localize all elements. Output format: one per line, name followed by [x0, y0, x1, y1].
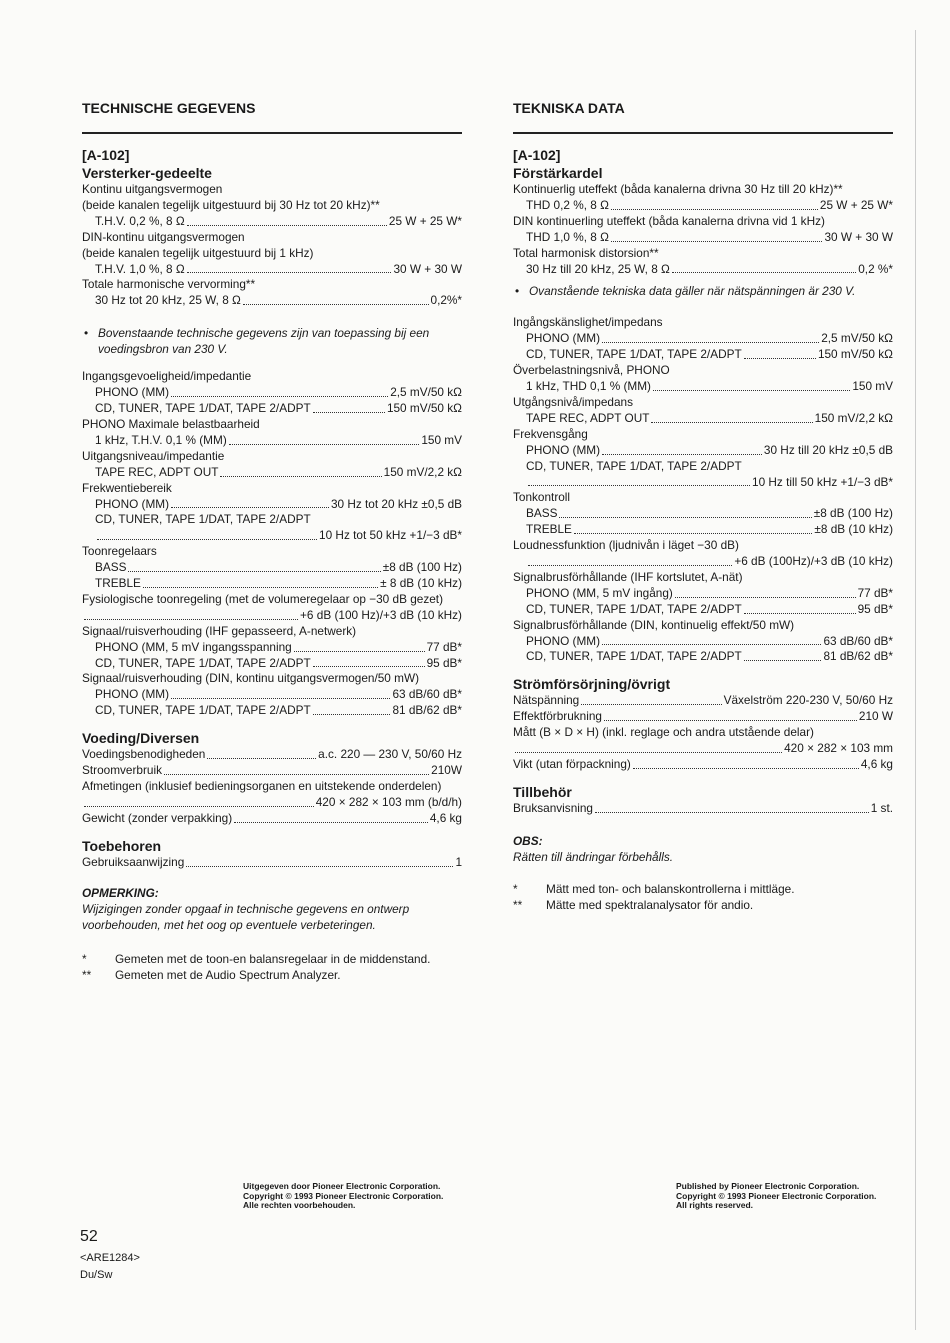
spec-row [513, 522, 893, 538]
spec-row: Tonkontroll [513, 490, 571, 505]
spec-value: 10 Hz tot 50 kHz +1/−3 dB* [319, 528, 462, 543]
spec-row: (beide kanalen tegelijk uitgestuurd bij 1 kHz) [82, 245, 314, 260]
spec-value: 210 W [858, 709, 893, 724]
spec-row: Frekwentiebereik [82, 480, 172, 495]
spec-value: 30 W + 30 W [824, 229, 893, 244]
dot-leader [187, 272, 392, 273]
spec-value: 420 × 282 × 103 mm [784, 741, 893, 756]
dot-leader [220, 476, 381, 477]
spec-row [82, 656, 462, 672]
spec-row: Utgångsnivå/impedans [513, 394, 634, 409]
spec-value: 150 mV/50 kΩ [386, 401, 462, 416]
spec-row: Mått (B × D × H) (inkl. reglage och andra utstående delar) [513, 725, 814, 740]
spec-value: 4,6 kg [860, 757, 893, 771]
spec-row: Fysiologische toonregeling (met de volumeregelaar op −30 dB gezet) [82, 591, 443, 606]
spec-value: +6 dB (100 Hz)/+3 dB (10 kHz) [300, 607, 462, 622]
spec-label: Effektförbrukning [513, 709, 602, 724]
spec-label: T.H.V. 1,0 %, 8 Ω [95, 261, 185, 276]
dot-leader [243, 304, 429, 305]
spec-row: DIN-kontinu uitgangsvermogen [82, 229, 245, 244]
dot-leader [604, 720, 857, 721]
dot-leader [611, 241, 823, 242]
spec-value: 81 dB/62 dB* [823, 649, 893, 664]
spec-value: ± 8 dB (10 kHz) [380, 576, 462, 591]
spec-row [513, 198, 893, 214]
spec-row [513, 554, 893, 570]
dot-leader [171, 507, 329, 508]
spec-value: 63 dB/60 dB* [823, 633, 893, 648]
spec-label: CD, TUNER, TAPE 1/DAT, TAPE 2/ADPT [526, 649, 742, 664]
spec-label: PHONO (MM) [95, 496, 170, 511]
dot-leader [602, 342, 819, 343]
spec-row [513, 347, 893, 363]
spec-label: THD 1,0 %, 8 Ω [526, 229, 609, 244]
dot-leader [164, 774, 429, 775]
dot-leader [651, 422, 812, 423]
dot-leader [171, 396, 388, 397]
remark-text: Rätten till ändringar förbehålls. [513, 849, 674, 864]
column-dutch [82, 100, 462, 983]
dot-leader [744, 613, 856, 614]
dot-leader [675, 597, 856, 598]
spec-label: T.H.V. 0,2 %, 8 Ω [95, 213, 185, 228]
spec-value: 30 Hz till 20 kHz ±0,5 dB [763, 442, 893, 457]
spec-row [513, 586, 893, 602]
spec-label: TREBLE [95, 576, 141, 591]
spec-row: Loudnessfunktion (ljudnivån i läget −30 dB) [513, 538, 739, 553]
dot-leader [313, 714, 391, 715]
dot-leader [313, 666, 425, 667]
input-output-specs [513, 315, 893, 665]
dot-leader [581, 704, 721, 705]
footnote-text: Gemeten met de Audio Spectrum Analyzer. [115, 967, 341, 982]
spec-row [513, 602, 893, 618]
spec-value: +6 dB (100Hz)/+3 dB (10 kHz) [734, 554, 893, 569]
spec-label: CD, TUNER, TAPE 1/DAT, TAPE 2/ADPT [95, 655, 311, 670]
spec-label: Voedingsbenodigheden [82, 747, 206, 762]
section-title: TEKNISKA DATA [513, 100, 625, 116]
spec-value: 150 mV/50 kΩ [817, 347, 893, 362]
spec-value: a.c. 220 — 230 V, 50/60 Hz [318, 747, 462, 762]
spec-row: Signalbrusförhållande (DIN, kontinuelig effekt/50 mW) [513, 617, 795, 632]
spec-value: 81 dB/62 dB* [392, 703, 462, 718]
dot-leader [84, 619, 298, 620]
spec-label: 30 Hz till 20 kHz, 25 W, 8 Ω [526, 261, 670, 276]
spec-row [82, 433, 462, 449]
spec-label: TAPE REC, ADPT OUT [526, 410, 650, 425]
spec-value: 30 W + 30 W [393, 261, 462, 276]
accessories-list [513, 801, 893, 817]
spec-label: CD, TUNER, TAPE 1/DAT, TAPE 2/ADPT [526, 347, 742, 362]
dot-leader [515, 752, 782, 753]
dot-leader [143, 587, 378, 588]
dot-leader [186, 866, 453, 867]
accessories-heading: Toebehoren [82, 837, 162, 854]
remark-text: Wijzigingen zonder opgaaf in technische gegevens en ontwerp voorbehouden, met het oog op eventuele verbeteringen. [82, 901, 410, 932]
spec-value: 95 dB* [426, 655, 462, 670]
spec-label: TAPE REC, ADPT OUT [95, 464, 219, 479]
doc-code [80, 1250, 140, 1284]
dot-leader [128, 571, 380, 572]
footnotes [513, 881, 893, 913]
spec-value: 77 dB* [857, 585, 893, 600]
voltage-note: • Ovanstående tekniska data gäller när nätspänningen är 230 V. [513, 283, 893, 299]
spec-value: ±8 dB (100 Hz) [813, 506, 893, 521]
spec-value: 4,6 kg [429, 810, 462, 825]
spec-label: 1 kHz, THD 0,1 % (MM) [526, 379, 651, 394]
model-code: [A-102] [82, 147, 130, 163]
spec-value: 1 [455, 854, 462, 869]
spec-label: PHONO (MM) [526, 331, 601, 346]
spec-row [82, 811, 462, 827]
spec-label: 1 kHz, T.H.V. 0,1 % (MM) [95, 432, 227, 447]
spec-label: CD, TUNER, TAPE 1/DAT, TAPE 2/ADPT [95, 703, 311, 718]
footnote [513, 881, 893, 897]
spec-row [82, 497, 462, 513]
footnote-marker: ** [82, 967, 92, 982]
spec-row [513, 411, 893, 427]
footnote-marker: * [82, 951, 87, 966]
spec-row [513, 634, 893, 650]
remark-title: OPMERKING: [82, 885, 159, 900]
spec-row [82, 401, 462, 417]
spec-row [513, 693, 893, 709]
footnote [513, 897, 893, 913]
spec-row: Kontinu uitgangsvermogen [82, 182, 223, 196]
publisher-line: Alle rechten voorbehouden. [243, 1200, 356, 1210]
dot-leader [744, 358, 816, 359]
spec-row: Frekvensgång [513, 426, 588, 441]
publisher-line: Copyright © 1993 Pioneer Electronic Corporation. [676, 1190, 877, 1201]
spec-label: CD, TUNER, TAPE 1/DAT, TAPE 2/ADPT [95, 401, 311, 416]
amp-heading: Versterker-gedeelte [82, 165, 212, 181]
spec-label: PHONO (MM) [95, 385, 170, 400]
column-swedish [513, 100, 893, 913]
section-title: TECHNISCHE GEGEVENS [82, 100, 256, 116]
spec-label: Vikt (utan förpackning) [513, 757, 631, 771]
spec-value: 150 mV [852, 379, 893, 394]
spec-row: Överbelastningsnivå, PHONO [513, 363, 670, 378]
dot-leader [171, 698, 390, 699]
spec-value: 2,5 mV/50 kΩ [821, 331, 893, 346]
dot-leader [611, 209, 818, 210]
dot-leader [313, 412, 385, 413]
spec-row [82, 747, 462, 763]
spec-value: ±8 dB (100 Hz) [382, 560, 462, 575]
spec-label: PHONO (MM, 5 mV ingangsspanning [95, 639, 292, 654]
accessories-list [82, 855, 462, 871]
footnote [82, 967, 462, 983]
spec-value: 25 W + 25 W* [819, 197, 893, 212]
dot-leader [602, 454, 762, 455]
publisher-line: Copyright © 1993 Pioneer Electronic Corporation. [243, 1190, 444, 1201]
language-code: Du/Sw [80, 1269, 113, 1281]
spec-row [513, 649, 893, 665]
spec-label: BASS [526, 506, 558, 521]
spec-row [513, 709, 893, 725]
spec-row [82, 262, 462, 278]
power-specs [82, 747, 462, 827]
spec-label: Bruksanvisning [513, 800, 593, 815]
spec-value: 63 dB/60 dB* [392, 687, 462, 702]
dot-leader [744, 660, 822, 661]
page-number: 52 [80, 1228, 98, 1245]
spec-row: Signalbrusförhållande (IHF kortslutet, A-nät) [513, 569, 743, 584]
spec-value: 30 Hz tot 20 kHz ±0,5 dB [330, 496, 462, 511]
spec-label: TREBLE [526, 522, 572, 537]
divider [513, 132, 893, 134]
spec-value: 150 mV/2,2 kΩ [814, 410, 893, 425]
spec-row [82, 640, 462, 656]
spec-label: PHONO (MM, 5 mV ingång) [526, 585, 673, 600]
spec-label: BASS [95, 560, 127, 575]
spec-row [82, 293, 462, 309]
amp-specs [513, 182, 893, 277]
spec-value: ±8 dB (10 kHz) [814, 522, 893, 537]
spec-value: 2,5 mV/50 kΩ [390, 385, 462, 400]
spec-row [513, 757, 893, 773]
power-specs [513, 693, 893, 773]
publisher-note-english [676, 1182, 876, 1211]
dot-leader [528, 485, 750, 486]
spec-row: Toonregelaars [82, 544, 157, 559]
spec-value: 95 dB* [857, 601, 893, 616]
spec-row: Total harmonisk distorsion** [513, 245, 659, 260]
amp-specs [82, 182, 462, 309]
misc-heading: Voeding/Diversen [82, 730, 200, 747]
amp-heading: Förstärkardel [513, 165, 603, 181]
footnotes [82, 951, 462, 983]
spec-label: CD, TUNER, TAPE 1/DAT, TAPE 2/ADPT [526, 601, 742, 616]
spec-row [82, 560, 462, 576]
dot-leader [234, 822, 428, 823]
spec-value: 77 dB* [426, 639, 462, 654]
footnote-marker: ** [513, 897, 523, 912]
spec-row [513, 801, 893, 817]
spec-label: PHONO (MM) [526, 633, 601, 648]
spec-label: Gewicht (zonder verpakking) [82, 810, 233, 825]
remark-title: OBS: [513, 833, 543, 848]
dot-leader [207, 758, 316, 759]
footnote [82, 951, 462, 967]
spec-value: 0,2 %* [858, 261, 893, 276]
spec-row [82, 608, 462, 624]
dot-leader [653, 390, 850, 391]
spec-row [82, 385, 462, 401]
spec-row: Ingångskänslighet/impedans [513, 315, 663, 330]
spec-row [82, 465, 462, 481]
dot-leader [294, 651, 425, 652]
footnote-text: Gemeten met de toon-en balansregelaar in de middenstand. [115, 951, 431, 966]
voltage-note: • Bovenstaande technische gegevens zijn van toepassing bij een voedingsbron van 230 V. [82, 325, 462, 357]
dot-leader [559, 517, 811, 518]
spec-row: Ingangsgevoeligheid/impedantie [82, 369, 252, 384]
spec-row [513, 331, 893, 347]
dot-leader [187, 225, 387, 226]
spec-row: Afmetingen (inklusief bedieningsorganen en uitstekende onderdelen) [82, 779, 442, 793]
spec-row: CD, TUNER, TAPE 1/DAT, TAPE 2/ADPT [95, 512, 311, 527]
input-output-specs [82, 369, 462, 719]
spec-label: PHONO (MM) [95, 687, 170, 702]
dot-leader [602, 644, 821, 645]
footnote-text: Mätt med ton- och balanskontrollerna i mittläge. [546, 881, 795, 896]
spec-value: 25 W + 25 W* [388, 213, 462, 228]
dot-leader [595, 812, 869, 813]
spec-row [82, 687, 462, 703]
spec-row [513, 741, 893, 757]
spec-value: 10 Hz till 50 kHz +1/−3 dB* [752, 474, 893, 489]
dot-leader [672, 272, 856, 273]
accessories-heading: Tillbehör [513, 783, 572, 800]
spec-label: 30 Hz tot 20 kHz, 25 W, 8 Ω [95, 293, 241, 308]
dot-leader [528, 565, 732, 566]
spec-row: Signaal/ruisverhouding (IHF gepasseerd, A-netwerk) [82, 623, 357, 638]
doc-id: <ARE1284> [80, 1252, 140, 1264]
spec-row [82, 855, 462, 871]
spec-row: Signaal/ruisverhouding (DIN, kontinu uitgangsvermogen/50 mW) [82, 671, 420, 686]
spec-row: DIN kontinuerling uteffekt (båda kanalerna drivna vid 1 kHz) [513, 213, 825, 228]
spec-value: 150 mV/2,2 kΩ [383, 464, 462, 479]
spec-row [82, 528, 462, 544]
dot-leader [84, 806, 314, 807]
spec-label: Nätspänning [513, 693, 580, 708]
spec-value: 1 st. [870, 800, 893, 815]
footnote-marker: * [513, 881, 518, 896]
dot-leader [633, 768, 859, 769]
spec-row [513, 475, 893, 491]
spec-row [82, 763, 462, 779]
spec-label: Stroomverbruik [82, 763, 162, 778]
spec-value: 0,2%* [430, 293, 462, 308]
spec-row: (beide kanalen tegelijk uitgestuurd bij 30 Hz tot 20 kHz)** [82, 197, 380, 212]
publisher-note-dutch [243, 1182, 443, 1211]
spec-row: CD, TUNER, TAPE 1/DAT, TAPE 2/ADPT [526, 458, 742, 473]
divider [82, 132, 462, 134]
misc-heading: Strömförsörjning/övrigt [513, 676, 671, 693]
spec-row: Kontinuerlig uteffekt (båda kanalerna drivna 30 Hz till 20 kHz)** [513, 182, 843, 196]
spec-row [82, 576, 462, 592]
dot-leader [97, 539, 317, 540]
spec-label: Gebruiksaanwijzing [82, 854, 185, 869]
publisher-line: Uitgegeven door Pioneer Electronic Corporation. [243, 1181, 441, 1191]
page-edge-line [915, 30, 916, 1330]
spec-value: Växelström 220-230 V, 50/60 Hz [723, 693, 893, 708]
spec-value: 420 × 282 × 103 mm (b/d/h) [315, 794, 462, 809]
footnote-text: Mätte med spektralanalysator för andio. [546, 897, 754, 912]
publisher-line: All rights reserved. [676, 1200, 754, 1210]
spec-label: PHONO (MM) [526, 442, 601, 457]
dot-leader [574, 533, 813, 534]
spec-row [82, 214, 462, 230]
spec-row [513, 506, 893, 522]
spec-value: 210W [431, 763, 462, 778]
spec-row [513, 230, 893, 246]
spec-row [513, 379, 893, 395]
spec-row: PHONO Maximale belastbaarheid [82, 416, 260, 431]
publisher-line: Published by Pioneer Electronic Corporation. [676, 1181, 860, 1191]
spec-label: THD 0,2 %, 8 Ω [526, 197, 609, 212]
spec-row [513, 262, 893, 278]
spec-row [82, 703, 462, 719]
spec-row: Totale harmonische vervorming** [82, 277, 256, 292]
spec-row [513, 443, 893, 459]
model-code: [A-102] [513, 147, 561, 163]
dot-leader [229, 444, 420, 445]
spec-row [82, 795, 462, 811]
spec-row: Uitgangsniveau/impedantie [82, 448, 225, 463]
spec-value: 150 mV [421, 432, 462, 447]
